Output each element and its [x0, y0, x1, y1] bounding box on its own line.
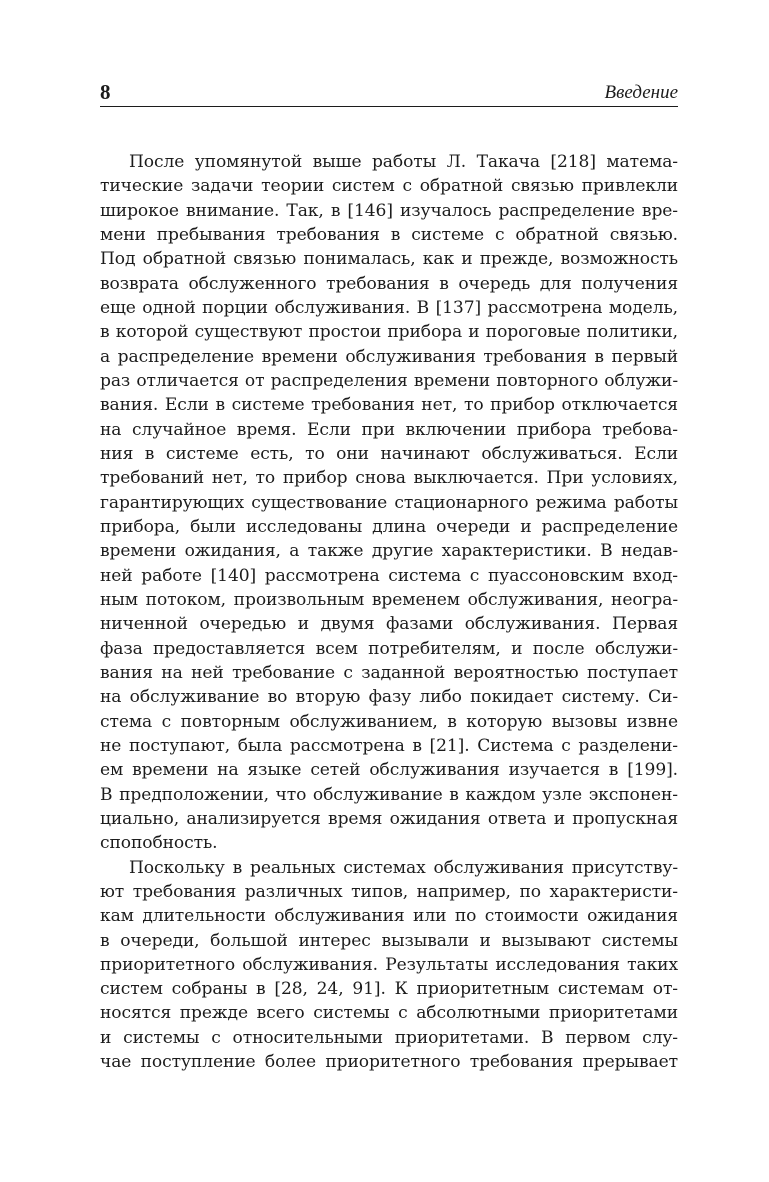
text-line: ниченной очередью и двумя фазами обслуживания. Первая [100, 614, 678, 635]
page-header [100, 80, 678, 108]
text-line: не поступают, была рассмотрена в [21]. Система с разделени- [100, 735, 678, 756]
header-rule [100, 106, 678, 107]
text-line: вания. Если в системе требования нет, то прибор отключается [100, 395, 678, 416]
text-line: спопобность. [100, 833, 218, 854]
text-line: ным потоком, произвольным временем обслуживания, неогра- [100, 589, 678, 610]
text-line: а распределение времени обслуживания требования в первый [100, 346, 678, 367]
text-line: приоритетного обслуживания. Результаты исследования таких [100, 954, 678, 975]
text-line: вания на ней требование с заданной вероятностью поступает [100, 662, 678, 683]
text-line: тические задачи теории систем с обратной связью привлекли [100, 176, 678, 197]
text-line: прибора, были исследованы длина очереди и распределение [100, 516, 678, 537]
text-line: еще одной порции обслуживания. В [137] рассмотрена модель, [100, 297, 678, 318]
page-number: 8 [100, 80, 111, 104]
paragraph [100, 150, 678, 856]
running-title: Введение [604, 82, 678, 103]
text-line: времени ожидания, а также другие характеристики. В недав- [100, 541, 678, 562]
text-line: ней работе [140] рассмотрена система с пуассоновским вход- [100, 565, 678, 586]
text-line: гарантирующих существование стационарного режима работы [100, 492, 678, 513]
text-line: в которой существуют простои прибора и пороговые политики, [100, 322, 678, 343]
body-text [100, 150, 678, 1074]
text-line: ния в системе есть, то они начинают обслуживаться. Если [100, 443, 678, 464]
text-line: ем времени на языке сетей обслуживания изучается в [199]. [100, 760, 678, 781]
text-line: циально, анализируется время ожидания ответа и пропускная [100, 808, 678, 829]
text-line: После упомянутой выше работы Л. Такача [218] матема- [129, 152, 678, 172]
text-line: и системы с относительными приоритетами. В первом слу- [100, 1027, 678, 1048]
text-line: на обслуживание во вторую фазу либо покидает систему. Си- [100, 687, 678, 708]
text-line: чае поступление более приоритетного требования прерывает [100, 1052, 678, 1073]
text-line: В предположении, что обслуживание в каждом узле экспонен- [100, 784, 678, 805]
text-line: требований нет, то прибор снова выключается. При условиях, [100, 468, 678, 489]
text-line: Поскольку в реальных системах обслуживания присутству- [129, 857, 678, 878]
text-line: систем собраны в [28, 24, 91]. К приоритетным системам от- [100, 979, 678, 1000]
text-line: на случайное время. Если при включении прибора требова- [100, 419, 678, 440]
text-line: мени пребывания требования в системе с обратной связью. [100, 224, 678, 245]
text-line: возврата обслуженного требования в очередь для получения [100, 273, 678, 294]
text-line: Под обратной связью понималась, как и прежде, возможность [100, 249, 678, 270]
text-line: ют требования различных типов, например, по характеристи- [100, 881, 678, 902]
text-line: стема с повторным обслуживанием, в которую вызовы извне [100, 711, 678, 732]
text-line: раз отличается от распределения времени повторного облужи- [100, 370, 678, 391]
text-line: кам длительности обслуживания или по стоимости ожидания [100, 906, 678, 927]
text-line: носятся прежде всего системы с абсолютными приоритетами [100, 1003, 678, 1024]
paragraph [100, 856, 678, 1075]
text-line: в очереди, большой интерес вызывали и вызывают системы [100, 930, 678, 951]
text-line: фаза предоставляется всем потребителям, и после обслужи- [100, 638, 678, 659]
text-line: широкое внимание. Так, в [146] изучалось распределение вре- [100, 200, 678, 221]
